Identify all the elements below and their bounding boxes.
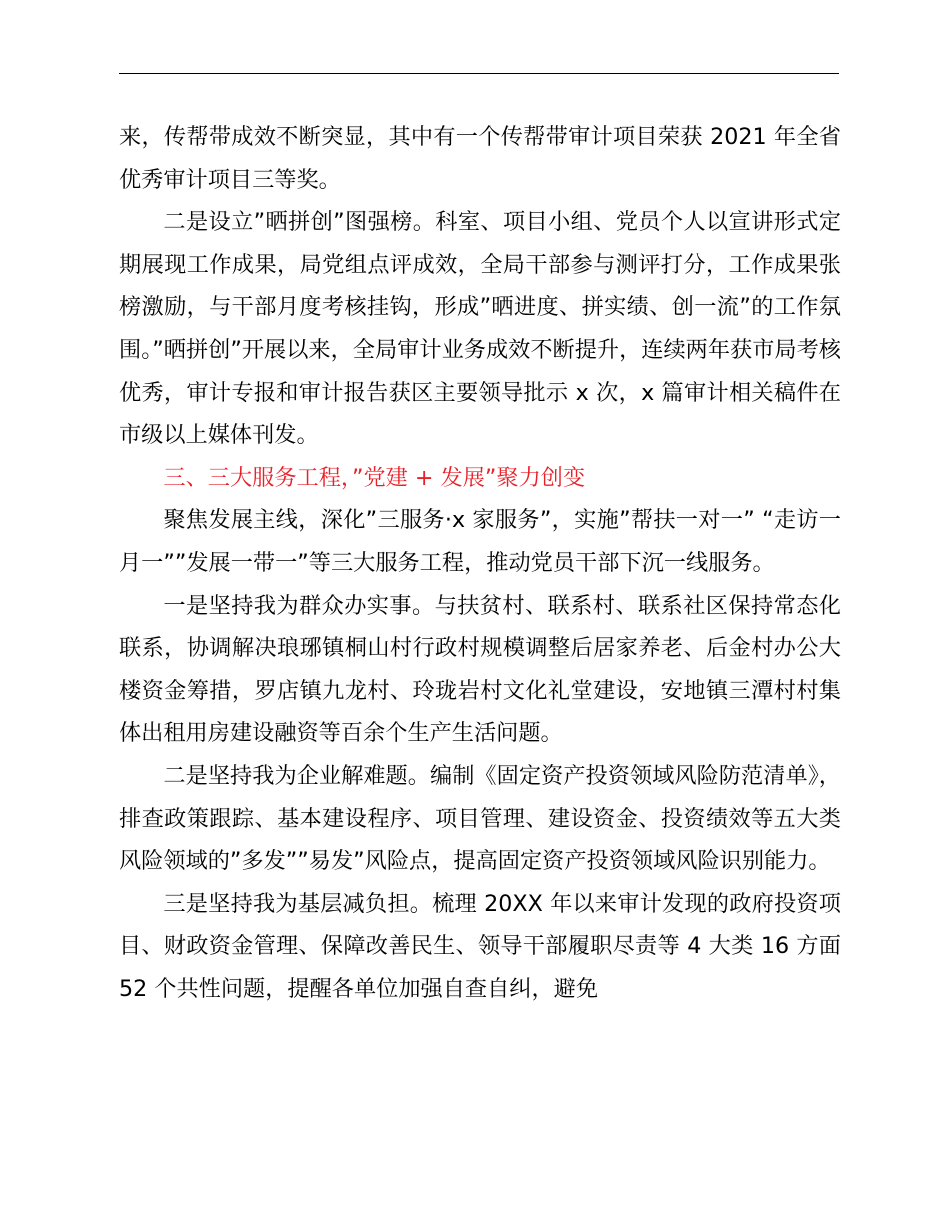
paragraph-continuation: 来，传帮带成效不断突显，其中有一个传帮带审计项目荣获 2021 年全省优秀审计项目三等奖。 <box>119 124 841 193</box>
document-body <box>119 116 841 1010</box>
section-heading-three: 三、三大服务工程，”党建 + 发展”聚力创变 <box>163 464 586 491</box>
paragraph-masses: 一是坚持我为群众办实事。与扶贫村、联系村、联系社区保持常态化联系，协调解决琅琊镇桐山村行政村规模调整后居家养老、后金村办公大楼资金筹措，罗店镇九龙村、玲珑岩村文化礼堂建设，安地镇三潭村村集体出租用房建设融资等百余个生产生活问题。 <box>119 592 841 747</box>
paragraph-enterprises: 二是坚持我为企业解难题。编制《固定资产投资领域风险防范清单》，排查政策跟踪、基本建设程序、项目管理、建设资金、投资绩效等五大类风险领域的”多发””易发”风险点，提高固定资产投资领域风险识别能力。 <box>119 762 841 875</box>
paragraph-grassroots: 三是坚持我为基层减负担。梳理 20XX 年以来审计发现的政府投资项目、财政资金管理、保障改善民生、领导干部履职尽责等 4 大类 16 方面 52 个共性问题，提醒各单位加强自查自纠，避免 <box>119 890 841 1002</box>
header-rule <box>119 73 839 74</box>
paragraph-section-three-intro: 聚焦发展主线，深化”三服务·x 家服务”，实施”帮扶一对一” “走访一月一””发展一带一”等三大服务工程，推动党员干部下沉一线服务。 <box>119 507 841 576</box>
paragraph-shaipinchuang: 二是设立”晒拼创”图强榜。科室、项目小组、党员个人以宣讲形式定期展现工作成果，局党组点评成效，全局干部参与测评打分，工作成果张榜激励，与干部月度考核挂钩，形成”晒进度、拼实绩、创一流”的工作氛围。”晒拼创”开展以来，全局审计业务成效不断提升，连续两年获市局考核优秀，审计专报和审计报告获区主要领导批示 x 次，x 篇审计相关稿件在市级以上媒体刊发。 <box>119 209 841 449</box>
